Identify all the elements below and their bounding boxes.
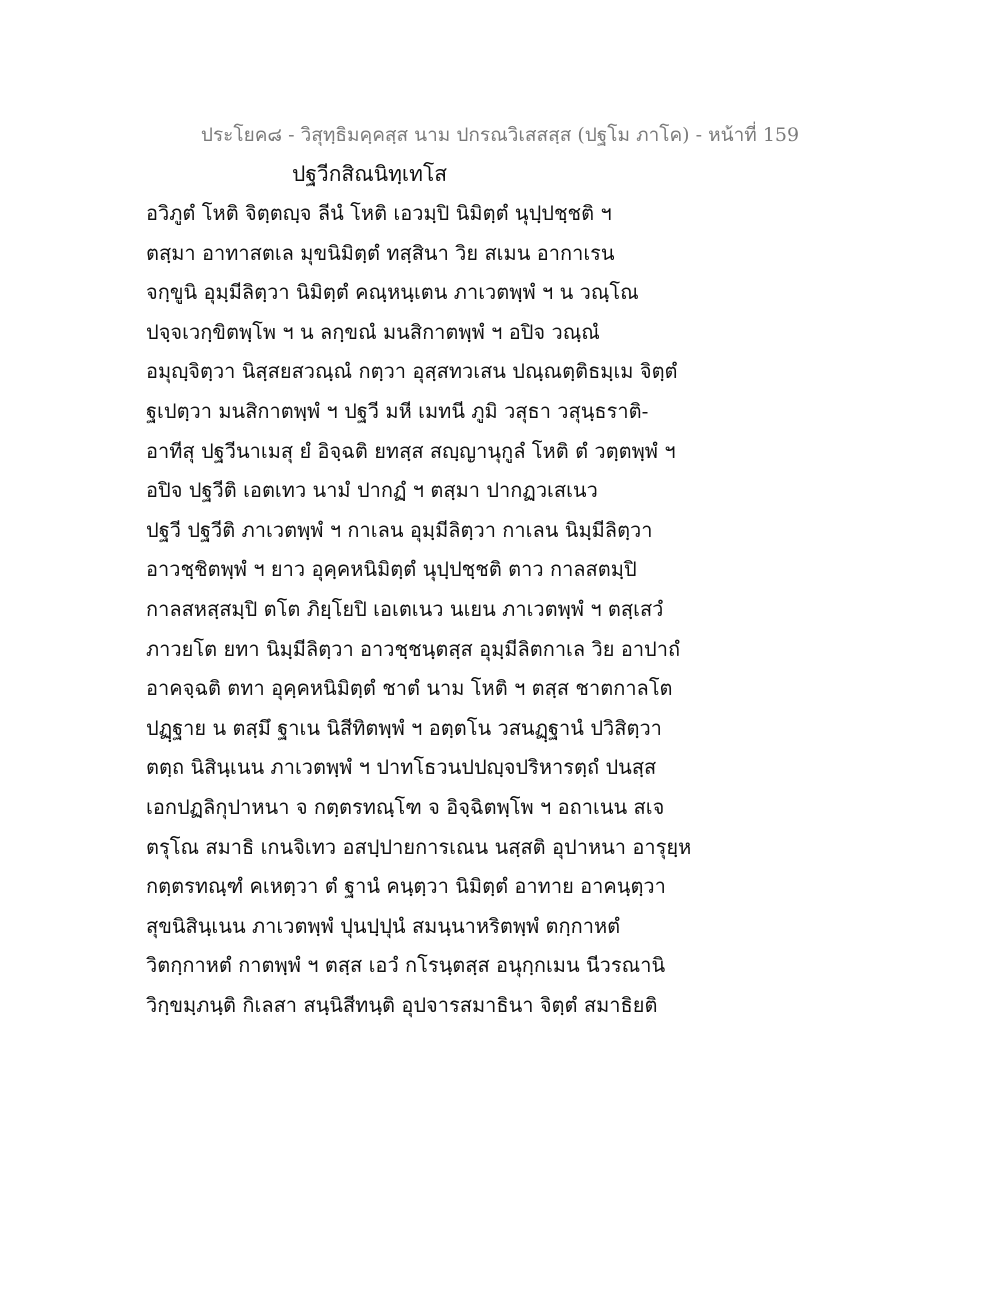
text-line: อาคจฺฉติ ตทา อุคฺคหนิมิตฺตํ ชาตํ นาม โหติ ฯ ตสฺส ชาตกาลโต (146, 676, 673, 701)
text-line: จกฺขูนิ อุมฺมีลิตฺวา นิมิตฺตํ คณฺหนฺเตน ภาเวตพฺพํ ฯ น วณฺโณ (146, 280, 639, 305)
text-line: ตรุโณ สมาธิ เกนจิเทว อสปฺปายการเณน นสฺสติ อุปาหนา อารุยฺห (146, 834, 692, 859)
section-title: ปฐวีกสิณนิทฺเทโส (292, 162, 448, 186)
text-line: ฐเปตฺวา มนสิกาตพฺพํ ฯ ปฐวี มหี เมทนี ภูมิ วสุธา วสุนฺธราติ- (146, 398, 649, 423)
text-line: ภาวยโต ยทา นิมฺมีลิตฺวา อาวชฺชนฺตสฺส อุมฺมีลิตกาเล วิย อาปาถํ (146, 636, 681, 661)
text-line: อมุญฺจิตฺวา นิสฺสยสวณฺณํ กตฺวา อุสฺสทวเสน ปณฺณตฺติธมฺเม จิตฺตํ (146, 359, 678, 384)
running-header: ประโยค๘ - วิสุทฺธิมคฺคสฺส นาม ปกรณวิเสสสฺส (ปฐโม ภาโค) - หน้าที่ 159 (200, 124, 800, 146)
text-line: อาทีสุ ปฐวีนาเมสุ ยํ อิจฺฉติ ยทสฺส สญฺญานุกูลํ โหติ ตํ วตฺตพฺพํ ฯ (146, 438, 676, 463)
text-line: ปฐวี ปฐวีติ ภาเวตพฺพํ ฯ กาเลน อุมฺมีลิตฺวา กาเลน นิมฺมีลิตฺวา (146, 517, 653, 542)
text-line: อาวชฺชิตพฺพํ ฯ ยาว อุคฺคหนิมิตฺตํ นุปฺปชฺชติ ตาว กาลสตมฺปิ (146, 557, 637, 582)
text-line: เอกปฏลิกุปาหนา จ กตฺตรทณฺโฑ จ อิจฺฉิตพฺโพ ฯ อถาเนน สเจ (146, 794, 665, 819)
text-line: อวิภูตํ โหติ จิตฺตญฺจ ลีนํ โหติ เอวมฺปิ นิมิตฺตํ นุปฺปชฺชติ ฯ (146, 201, 612, 225)
text-line: ตสฺมา อาทาสตเล มุขนิมิตฺตํ ทสฺสินา วิย สเมน อากาเรน (146, 240, 615, 265)
text-line: วิกฺขมฺภนฺติ กิเลสา สนฺนิสีทนฺติ อุปจารสมาธินา จิตฺตํ สมาธิยติ (146, 992, 658, 1017)
text-line: ตตฺถ นิสินฺเนน ภาเวตพฺพํ ฯ ปาทโธวนปปญฺจปริหารตฺถํ ปนสฺส (146, 755, 657, 780)
text-line: กาลสหสฺสมฺปิ ตโต ภิยฺโยปิ เอเตเนว นเยน ภาเวตพฺพํ ฯ ตสฺเสวํ (146, 596, 664, 621)
text-line: สุขนิสินฺเนน ภาเวตพฺพํ ปุนปฺปุนํ สมนฺนาหริตพฺพํ ตกฺกาหตํ (146, 913, 621, 938)
text-line: ปฏฺฐาย น ตสฺมึ ฐาเน นิสีทิตพฺพํ ฯ อตฺตโน วสนฏฺฐานํ ปวิสิตฺวา (146, 715, 662, 740)
text-line: อปิจ ปฐวีติ เอตเทว นามํ ปากฏํ ฯ ตสฺมา ปากฏวเสเนว (146, 478, 598, 503)
body-text (146, 194, 746, 1025)
text-line: ปจฺจเวกฺขิตพฺโพ ฯ น ลกฺขณํ มนสิกาตพฺพํ ฯ อปิจ วณฺณํ (146, 319, 600, 344)
text-line: วิตกฺกาหตํ กาตพฺพํ ฯ ตสฺส เอวํ กโรนฺตสฺส อนุกฺกเมน นีวรณานิ (146, 953, 666, 978)
text-line: กตฺตรทณฺฑํ คเหตฺวา ตํ ฐานํ คนฺตฺวา นิมิตฺตํ อาทาย อาคนฺตฺวา (146, 874, 666, 899)
